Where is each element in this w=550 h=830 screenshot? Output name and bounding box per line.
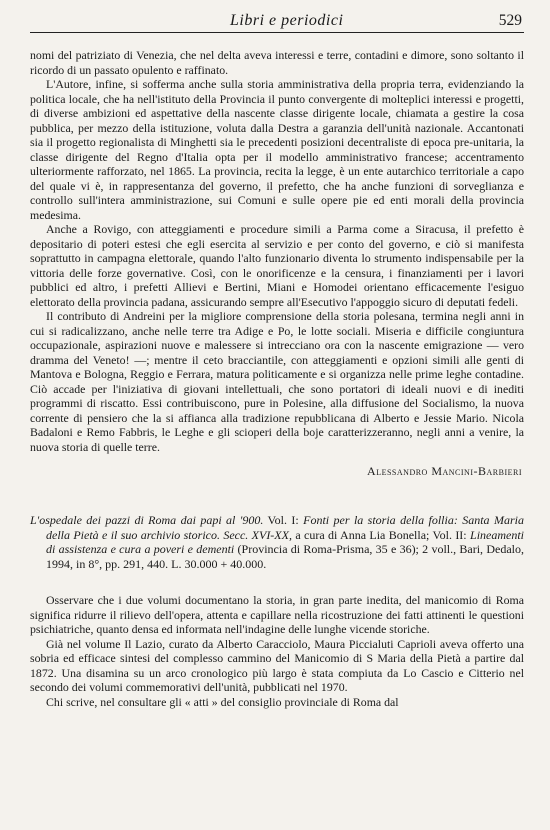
bib-title: L'ospedale dei pazzi di Roma dai papi al '900. [30,513,264,527]
page-body [30,48,524,709]
paragraph: L'Autore, infine, si sofferma anche sulla storia amministrativa della propria terra, evidenziando la politica locale, che ha nell'istituto della Provincia il punto convergente di molteplici interessi e progetti, di diverse ambizioni ed aspettative della nascente classe dirigente locale, chiamata a gestire la cosa pubblica, per mezzo della istituzione, voluta dalla Destra a garanzia dell'unità nazionale. Accantonati sia il progetto regionalista di Minghetti sia le precedenti posizioni decentraliste di epoca pre-unitaria, la classe dirigente del Regno d'Italia opta per il modello amministrativo francese; accentramento ulteriormente rafforzato, nel 1865. La provincia, recita la legge, è un ente autarchico territoriale a capo del quale vi è, in rappresentanza del governo, il prefetto, che ha anche funzioni di sorveglianza e controllo sull'intera amministrazione, sui Comuni e sulle opere pie ed enti morali della provincia medesima. [30,77,524,222]
paragraph: Anche a Rovigo, con atteggiamenti e procedure simili a Parma come a Siracusa, il prefetto è depositario di poteri estesi che egli esercita al servizio e per conto del governo, e ciò si manifesta soprattutto in campagna elettorale, quando l'alto funzionario diventa lo strumento indispensabile per la vittoria delle forze governative. Così, con le onorificenze e la censura, i finanziamenti per i lavori pubblici ed altro, i prefetti Allievi e Bertini, Miani e Homodei orientano efficacemente l'esiguo elettorato della provincia padana, assicurando sempre all'Esecutivo l'appoggio sicuro di deputati fedeli. [30,222,524,309]
paragraph-continuation: nomi del patriziato di Venezia, che nel delta aveva interessi e terre, contadini e dimore, sono soltanto il ricordo di un passato opulento e raffinato. [30,48,524,77]
paragraph: Chi scrive, nel consultare gli « atti » del consiglio provinciale di Roma dal [46,694,399,709]
bib-editor: a cura di Anna Lia Bonella; Vol. II: [295,527,467,542]
paragraph: Già nel volume Il Lazio, curato da Alberto Caracciolo, Maura Piccialuti Caprioli aveva offerto una sobria ed efficace sintesi del complesso cammino del Manicomio di S Maria della Pietà a partire dal 1872. Una disamina su un arco cronologico più largo è stata compiuta da Lo Cascio e Citterio nel secondo dei volumi commemorativi dell'unità, pubblicati nel 1970. [30,636,524,694]
bib-vol2-title: Lineamenti di assistenza e cura a poveri e dementi [46,527,525,556]
bib-vol1-title: Fonti per la storia della follia: Santa Maria della Pietà e il suo archivio storico. Secc. XVI-XX, [46,513,524,542]
bib-publication: (Provincia di Roma-Prisma, 35 e 36); 2 voll., Bari, Dedalo, 1994, in 8°, pp. 291, 440. L. 30.000 + 40.000. [46,542,524,571]
running-title: Libri e periodici [230,12,344,29]
second-review [30,593,524,709]
review-author: Alessandro Mancini-Barbieri [367,464,522,478]
bib-vol1-label: Vol. I: [267,513,299,527]
paragraph: Il contributo di Andreini per la migliore comprensione della storia polesana, termina negli anni in cui si radicalizzano, anche nelle terre tra Adige e Po, le lotte sociali. Miseria e difficile congiuntura occupazionale, aspirazioni nuove e malessere si intrecciano ora con la nascente emigrazione — vero dramma del Veneto! —; mentre il ceto bracciantile, con atteggiamenti e opzioni simili alle genti di Mantova e Bologna, Reggio e Ferrara, matura politicamente e si organizza nelle prime leghe contadine. Ciò accade per l'iniziativa di giovani intellettuali, che sono portatori di ideali nuovi e di inediti programmi di riscatto. Essi contribuiscono, pure in Polesine, alla diffusione del Socialismo, la nuova corrente di pensiero che la si affianca alla tradizione repubblicana di Alberto e Jessie Mario. Nicola Badaloni e Remo Fabbris, le Leghe e gli scioperi della boje caratterizzeranno, negli anni a venire, la nuova storia di quelle terre. [30,309,524,454]
running-header [30,10,524,33]
bibliographic-entry [30,513,524,571]
page-number: 529 [498,12,522,29]
paragraph: Osservare che i due volumi documentano la storia, in gran parte inedita, del manicomio di Roma significa ridurre il rilievo dell'opera, attenta e capillare nella ricostruzione dei fatti attinenti le questioni psichiatriche, quanto densa ed informata nell'indagine delle lunghe vicende storiche. [30,593,524,636]
